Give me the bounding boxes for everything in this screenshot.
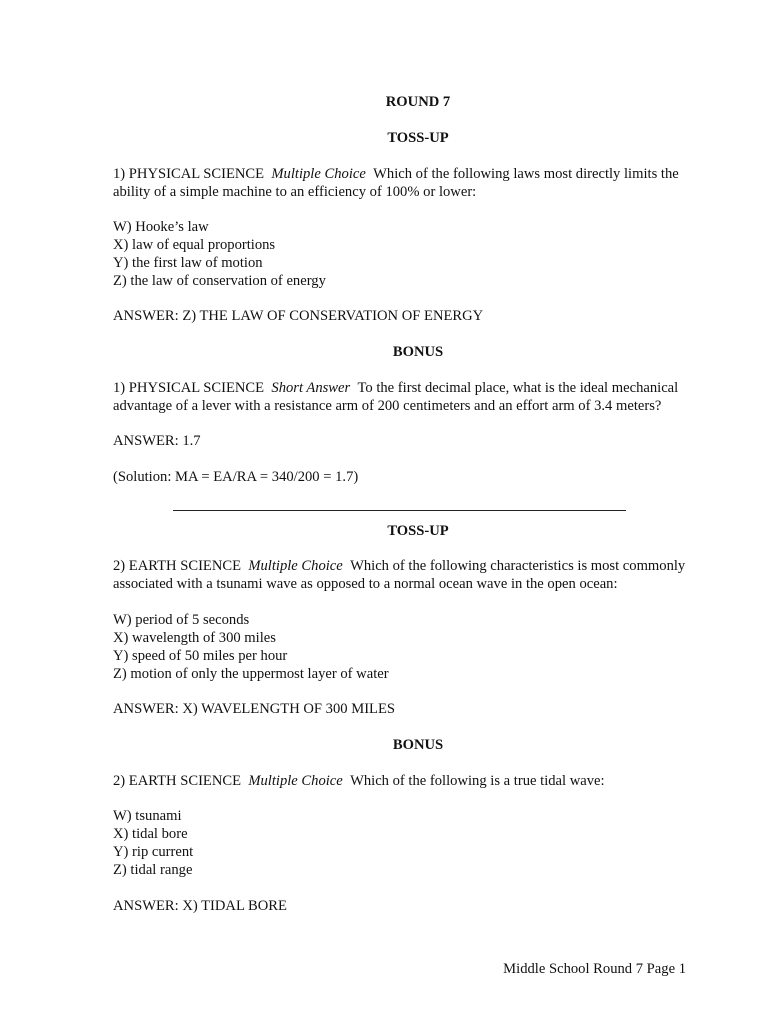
bonus-heading-1: BONUS [392, 344, 444, 360]
q2-subject: 2) EARTH SCIENCE [113, 558, 242, 574]
q2-bonus-choice-y: Y) rip current [113, 844, 194, 860]
q1-stem-line-1 [113, 165, 679, 183]
q1-stem-text-1: Which of the following laws most directly limits the [373, 166, 679, 182]
q2-choice-x: X) wavelength of 300 miles [113, 630, 276, 646]
q1-subject: 1) PHYSICAL SCIENCE [113, 166, 265, 182]
q2-bonus-stem-line-1 [113, 772, 605, 790]
tossup-heading-1: TOSS-UP [387, 130, 449, 146]
tossup-heading-2: TOSS-UP [387, 523, 449, 539]
q2-answer: ANSWER: X) WAVELENGTH OF 300 MILES [113, 701, 396, 717]
q2-bonus-subject: 2) EARTH SCIENCE [113, 773, 242, 789]
q1-choice-y: Y) the first law of motion [113, 255, 263, 271]
q1-stem-line-2: ability of a simple machine to an efficiency of 100% or lower: [113, 184, 477, 200]
q2-bonus-answer: ANSWER: X) TIDAL BORE [113, 898, 287, 914]
q1-answer: ANSWER: Z) THE LAW OF CONSERVATION OF ENERGY [113, 308, 484, 324]
round-heading: ROUND 7 [385, 94, 451, 110]
page-footer: Middle School Round 7 Page 1 [503, 961, 686, 977]
q2-choice-w: W) period of 5 seconds [113, 612, 250, 628]
q1-choice-z: Z) the law of conservation of energy [113, 273, 326, 289]
q1-type: Multiple Choice [271, 166, 366, 182]
q2-bonus-stem-text: Which of the following is a true tidal wave: [350, 773, 605, 789]
section-divider [173, 510, 626, 511]
q2-bonus-type: Multiple Choice [248, 773, 343, 789]
q2-type: Multiple Choice [248, 558, 343, 574]
q2-stem-line-1 [113, 557, 685, 575]
q2-stem-text-1: Which of the following characteristics is most commonly [350, 558, 686, 574]
q2-bonus-choice-z: Z) tidal range [113, 862, 193, 878]
q1-choice-x: X) law of equal proportions [113, 237, 276, 253]
q1-bonus-type: Short Answer [271, 380, 351, 396]
bonus-heading-2: BONUS [392, 737, 444, 753]
q1-bonus-stem-line-2: advantage of a lever with a resistance arm of 200 centimeters and an effort arm of 3.4 meters? [113, 398, 662, 414]
q2-stem-line-2: associated with a tsunami wave as opposed to a normal ocean wave in the open ocean: [113, 576, 618, 592]
q1-choice-w: W) Hooke’s law [113, 219, 209, 235]
q1-bonus-stem-line-1 [113, 379, 678, 397]
q2-bonus-choice-w: W) tsunami [113, 808, 182, 824]
q2-bonus-choice-x: X) tidal bore [113, 826, 188, 842]
q1-bonus-answer: ANSWER: 1.7 [113, 433, 201, 449]
q1-bonus-solution: (Solution: MA = EA/RA = 340/200 = 1.7) [113, 469, 359, 485]
q1-bonus-stem-text-1: To the first decimal place, what is the ideal mechanical [357, 380, 679, 396]
q2-choice-y: Y) speed of 50 miles per hour [113, 648, 288, 664]
q2-choice-z: Z) motion of only the uppermost layer of water [113, 666, 389, 682]
q1-bonus-subject: 1) PHYSICAL SCIENCE [113, 380, 265, 396]
